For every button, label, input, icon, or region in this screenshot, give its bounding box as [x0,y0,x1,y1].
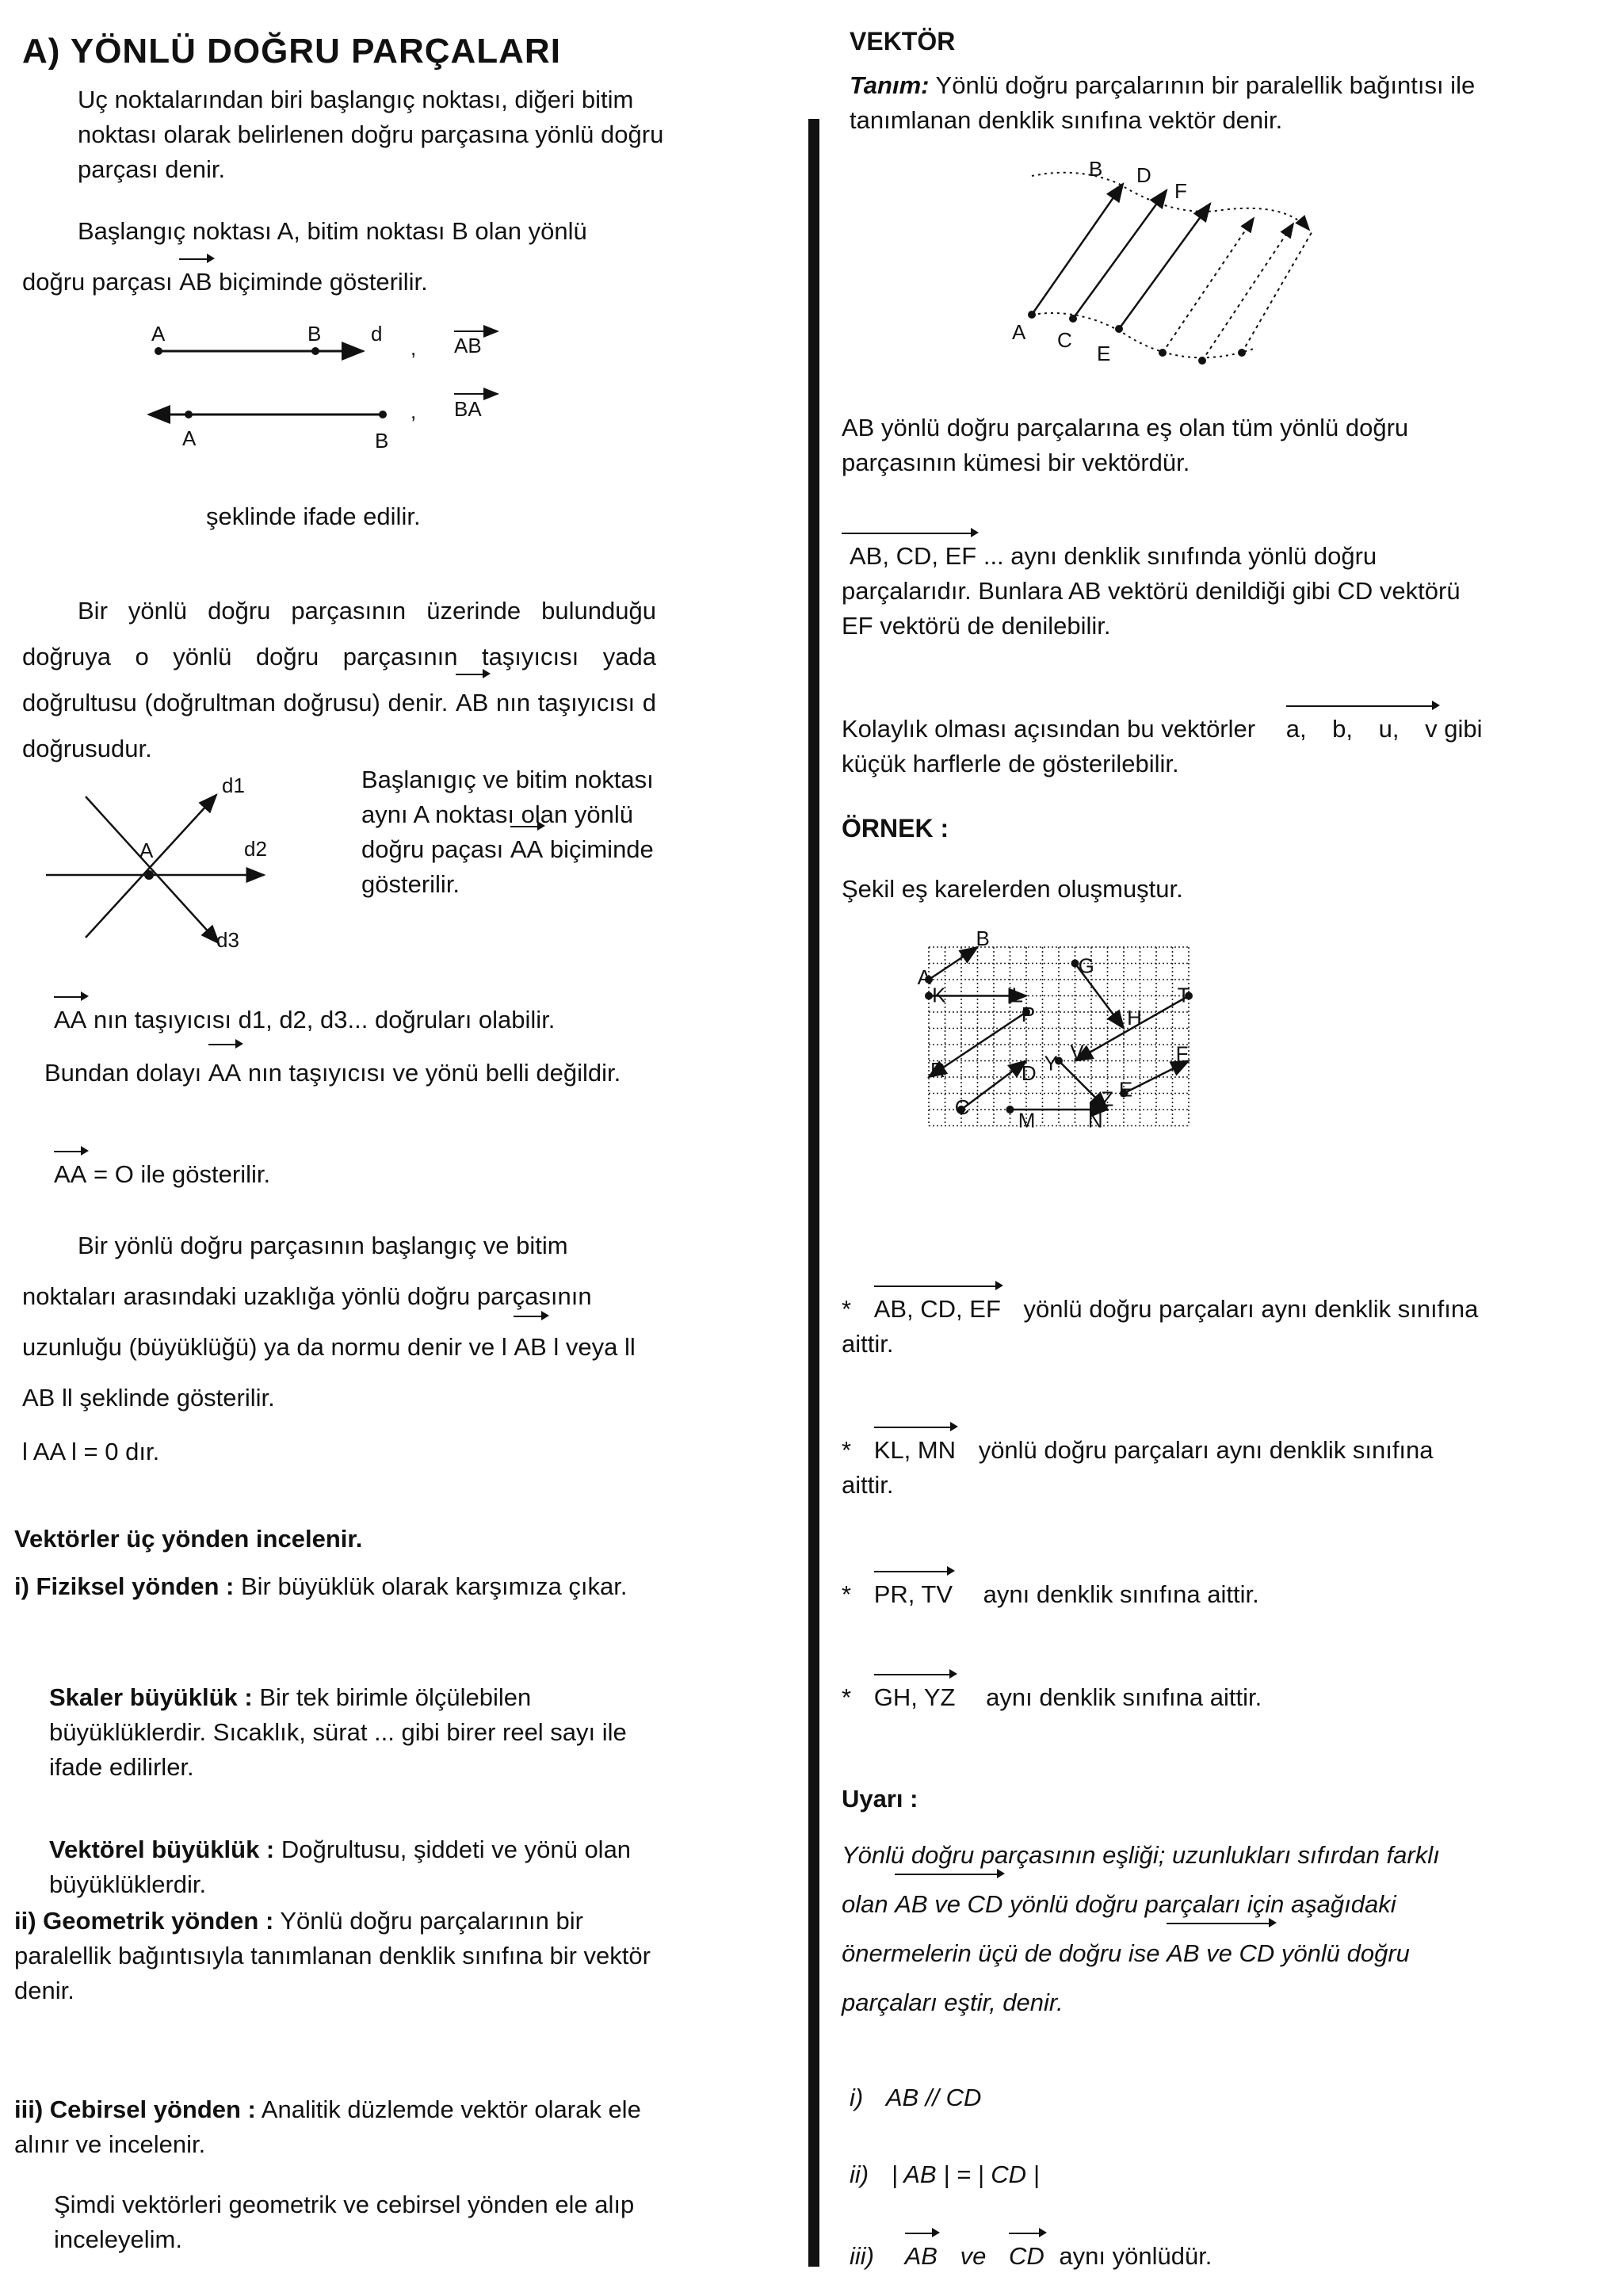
bullet-1-vectors: AB, CD, EF [874,1292,1001,1327]
carrier-text-2: nın taşıyıcısı d doğrusudur. [22,689,656,762]
example-text: Şekil eş karelerden oluşmuştur. [842,875,1183,903]
fig3-label-a: A [1012,320,1026,344]
vector-ab-2: AB [456,680,488,726]
condition-3 [850,2239,1212,2274]
algebraic-text: Analitik düzlemde vektör olarak ele alınır ve incelenir. [14,2095,641,2158]
class-desc: ... aynı denklik sınıfında yönlü doğru parçalarıdır. Bunlara AB vektörü denildiği gibi CD vektörü EF vektörü de denilebilir. [842,542,1461,640]
label-d: d [371,322,383,346]
warning-text-3: yönlü doğru parçaları eştir, denir. [842,1939,1410,2016]
grid-label-y: Y [1044,1051,1058,1075]
label-vec-ab: AB [454,334,482,357]
bullet-star: * [842,1580,852,1608]
bullet-2 [842,1433,1491,1503]
condition-3-ve: ve [960,2242,987,2270]
carrier-text-1: Bir yönlü doğru parçasının üzerinde bulunduğu doğruya o yönlü doğru parçasının taşıyıcısı yada doğrultusu (doğrultman doğrusu) denir. [22,597,656,716]
aa-zero-text: = O ile gösterilir. [93,1160,271,1188]
small-letters-a: Kolaylık olması açısından bu vektörler [842,715,1256,743]
label-d2: d2 [244,837,267,861]
warning-text-1: Yönlü doğru parçasının eşliği; uzunlukları sıfırdan farklı olan [842,1841,1440,1918]
fig3-label-d: D [1136,163,1151,187]
condition-3-label: iii) [850,2242,874,2270]
bullet-4 [842,1680,1491,1715]
grid-label-f: F [1175,1041,1189,1066]
bullet-3 [842,1577,1491,1612]
small-vectors: a, b, u, v [1286,712,1438,747]
algebraic-label: iii) Cebirsel yönden : [14,2095,256,2123]
condition-3-cd: CD [1009,2239,1044,2274]
vectorial-text [49,1832,667,1902]
grid-label-d: D [1021,1060,1037,1085]
norm-text-2: veya ll AB ll şeklinde gösterilir. [22,1333,636,1412]
bullet-2-vectors: KL, MN [874,1433,956,1468]
grid-label-v: V [1070,1040,1084,1064]
grid-vector-yz [1059,1061,1108,1110]
warning-vectors-1: AB ve CD [895,1880,1002,1929]
definition-text: Yönlü doğru parçalarının bir paralellik bağıntısı ile tanımlanan denklik sınıfına vektör denir. [850,71,1476,134]
label-d3: d3 [216,928,239,952]
grid-figure [842,0,1491,1308]
definition-text: Uç noktalarından biri başlangıç noktası, diğeri bitim noktası olarak belirlenen doğru parçasına yönlü doğru parçası denir. [78,86,664,183]
norm-text-1: Bir yönlü doğru parçasının başlangıç ve bitim noktaları arasındaki uzaklığa yönlü doğru parçasının uzunluğu (büyüklüğü) ya da normu denir ve [22,1232,592,1361]
bullet-star: * [842,1295,852,1323]
label-a3: A [139,839,154,862]
norm-text: Bir yönlü doğru parçasının başlangıç ve bitim noktaları arasındaki uzaklığa yönlü doğru parçasının uzunluğu (büyüklüğü) ya da normu denir ve l AB l veya ll AB ll şeklinde gösterilir. [22,1232,636,1412]
example-label: ÖRNEK : [842,814,949,842]
label-d1: d1 [222,774,245,797]
bullet-1-text: yönlü doğru parçaları aynı denklik sınıfına aittir. [842,1295,1479,1358]
aa-text [361,762,663,902]
grid-label-l: L [1011,983,1024,1007]
warning-label: Uyarı : [842,1785,918,1813]
condition-3-ab: AB [905,2239,938,2274]
section-title: A) YÖNLÜ DOĞRU PARÇALARI [22,32,561,71]
label-a: A [151,322,166,346]
aa-undefined-a: Bundan dolayı [44,1059,202,1087]
grid-label-r: R [930,1057,945,1082]
bullet-1 [842,1292,1491,1362]
vector-ab: AB [179,265,212,300]
scalar-text [49,1680,667,1785]
bullet-4-text: aynı denklik sınıfına aittir. [986,1683,1262,1711]
aa-carrier-text: nın taşıyıcısı d1, d2, d3... doğruları olabilir. [93,1006,556,1033]
aa-desc: Başlanıgıç ve bitim noktası aynı A noktası olan yönlü doğru paçası [361,766,654,863]
grid-label-n: N [1087,1108,1103,1133]
grid-vector-ab [929,947,978,980]
aa-undefined [44,1050,663,1096]
condition-1-text: AB // CD [885,2084,982,2111]
comma-1: , [411,336,417,360]
condition-1-label: i) [850,2084,864,2111]
label-b2: B [375,429,389,453]
warning-vectors-2: AB ve CD [1167,1929,1274,1978]
notation-text-2: biçiminde gösterilir. [219,268,428,296]
condition-2 [850,2157,1040,2192]
algebraic-view [14,2092,664,2162]
aa-zero [54,1157,672,1192]
vector-title: VEKTÖR [850,27,956,55]
grid-label-z: Z [1101,1087,1114,1111]
warning-text [842,1831,1491,2027]
column-divider [808,119,819,2267]
grid-label-p: P [1021,1003,1036,1027]
definition-label: Tanım: [850,71,930,99]
grid-label-c: C [954,1095,970,1119]
fig3-label-e: E [1097,342,1111,365]
aa-carrier [54,1003,672,1037]
grid-label-m: M [1018,1108,1036,1133]
comma-2: , [411,399,417,423]
grid-label-h: H [1127,1006,1142,1030]
norm-zero: l AA l = 0 dır. [22,1438,160,1465]
condition-3-text: aynı yönlüdür. [1059,2242,1212,2270]
line-d1 [86,795,216,938]
vector-aa: AA [510,832,543,867]
physical-text: Bir büyüklük olarak karşımıza çıkar. [240,1572,628,1600]
vectorial-desc: Doğrultusu, şiddeti ve yönü olan büyüklüklerdir. [49,1836,632,1898]
start-end-text: Başlangıç noktası A, bitim noktası B olan yönlü [78,217,587,245]
vector-aa-4: AA [54,1157,86,1192]
small-letters-b: gibi küçük harflerle de gösterilebilir. [842,715,1483,777]
vector-aa-2: AA [54,1003,86,1037]
grid-point-m [1006,1106,1014,1114]
grid-label-a: A [917,965,931,989]
label-b: B [307,322,322,346]
line-d3 [86,797,219,943]
physical-view [14,1569,664,1604]
bullet-star: * [842,1436,852,1464]
scalar-desc: Bir tek birimle ölçülebilen büyüklüklerdir. Sıcaklık, sürat ... gibi birer reel sayı ile ifade edilirler. [49,1683,627,1781]
bullet-4-vectors: GH, YZ [874,1680,956,1715]
scalar-label: Skaler büyüklük : [49,1683,253,1711]
geometric-text: Yönlü doğru parçalarının bir paralellik bağıntısıyla tanımlanan denklik sınıfına bir vektör denir. [14,1907,651,2004]
bullet-2-text: yönlü doğru parçaları aynı denklik sınıfına aittir. [842,1436,1434,1499]
fig3-label-b: B [1089,157,1103,181]
aa-desc-2: biçiminde gösterilir. [361,835,654,898]
closing-text: Şimdi vektörleri geometrik ve cebirsel yönden ele alıp inceleyelim. [54,2191,635,2253]
condition-2-label: ii) [850,2160,869,2188]
vectors-ab-cd-ef: AB, CD, EF [842,539,976,574]
grid-label-g: G [1078,953,1094,978]
bullet-star: * [842,1683,852,1711]
label-vec-ba: BA [454,397,482,421]
geometric-label: ii) Geometrik yönden : [14,1907,274,1935]
grid-label-e: E [1118,1077,1133,1102]
bullet-3-vectors: PR, TV [874,1577,953,1612]
vector-ab-3: AB [514,1322,546,1373]
grid-label-k: K [932,983,946,1007]
point-a3 [144,870,154,880]
warning-text-2: yönlü doğru parçaları için aşağıdaki önermelerin üçü de doğru ise [842,1890,1396,1967]
condition-2-text: | AB | = | CD | [891,2160,1040,2188]
fig3-label-c: C [1057,328,1072,352]
set-text: AB yönlü doğru parçalarına eş olan tüm yönlü doğru parçasının kümesi bir vektördür. [842,414,1409,476]
condition-1 [850,2080,981,2115]
aa-undefined-b: nın taşıyıcısı ve yönü belli değildir. [247,1059,621,1087]
geometric-view [14,1904,664,2008]
fig3-label-f: F [1174,179,1187,203]
label-a2: A [182,426,197,450]
grid-label-b: B [976,926,990,950]
bullet-3-text: aynı denklik sınıfına aittir. [983,1580,1259,1608]
grid-label-t: T [1177,983,1190,1007]
views-title: Vektörler üç yönden incelenir. [14,1525,363,1553]
shape-text: şeklinde ifade edilir. [206,502,421,530]
vector-aa-3: AA [208,1050,241,1096]
physical-label: i) Fiziksel yönden : [14,1572,235,1600]
vectorial-label: Vektörel büyüklük : [49,1836,275,1863]
notation-text: doğru parçası [22,268,173,296]
